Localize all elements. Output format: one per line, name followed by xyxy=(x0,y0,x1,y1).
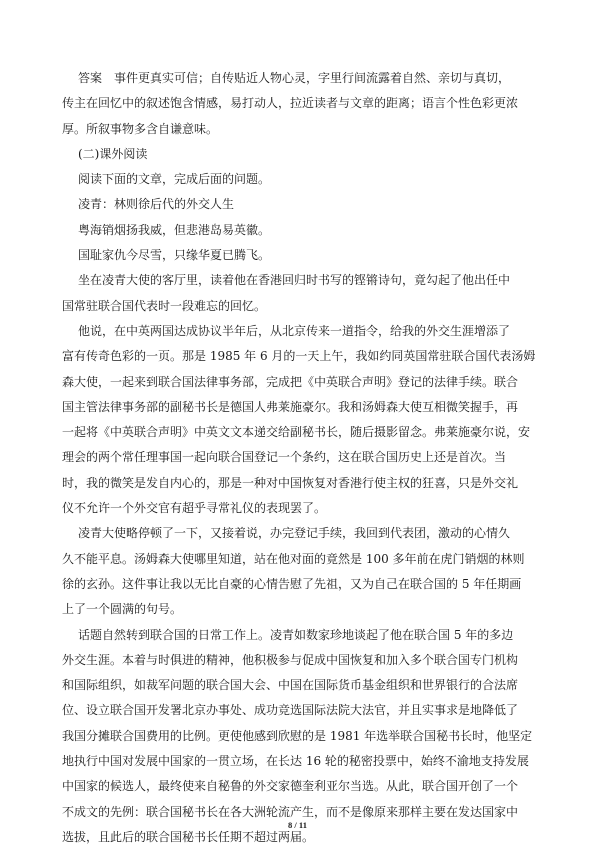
text-line: 理会的两个常任理事国一起向联合国登记一个条约，这在联合国历史上还是首次。当 xyxy=(62,450,507,465)
text-line: 坐在凌青大使的客厅里，读着他在香港回归时书写的铿锵诗句，竟勾起了他出任中 xyxy=(78,273,511,288)
text-line: 他说，在中英两国达成协议半年后，从北京传来一道指令，给我的外交生涯增添了 xyxy=(78,323,511,338)
text-line: 位、设立联合国开发署北京办事处、成功竞选国际法院大法官，并且实事求是地降低了 xyxy=(62,703,519,718)
text-line: 答案 事件更真实可信；自传贴近人物心灵，字里行间流露着自然、亲切与真切， xyxy=(78,71,511,85)
text-line: 仪不允许一个外交官有超乎寻常礼仪的表现罢了。 xyxy=(62,501,327,516)
text-line: 森大使，一起来到联合国法律事务部，完成把《中英联合声明》登记的法律手续。联合 xyxy=(62,374,519,389)
text-line: 话题自然转到联合国的日常工作上。凌青如数家珍地谈起了他在联合国 5 年的多边 xyxy=(78,627,514,642)
text-line: 阅读下面的文章，完成后面的问题。 xyxy=(78,172,271,187)
text-line: 时，我的微笑是发自内心的，那是一种对中国恢复对香港行使主权的狂喜，只是外交礼 xyxy=(62,475,519,490)
text-line: 徐的玄孙。这件事让我以无比自豪的心情告慰了先祖，又为自己在联合国的 5 年任期画 xyxy=(62,576,522,591)
text-line: 不成文的先例：联合国秘书长在各大洲轮流产生，而不是像原来那样主要在发达国家中 xyxy=(62,804,519,819)
text-line: 中国家的候选人，最终使来自秘鲁的外交家德奎利亚尔当选。从此，联合国开创了一个 xyxy=(62,779,519,794)
text-line: 一起将《中英联合声明》中英文文本递交给副秘书长，随后摄影留念。弗莱施豪尔说，安 xyxy=(62,425,531,440)
text-line: 地执行中国对发展中国家的一贯立场，在长达 16 轮的秘密投票中，始终不渝地支持发展 xyxy=(62,754,529,769)
text-line: 富有传奇色彩的一页。那是 1985 年 6 月的一天上午，我如约同英国常驻联合国代表汤姆 xyxy=(62,349,536,364)
text-line: 厚。所叙事物多含自谦意味。 xyxy=(62,121,219,136)
text-line: 我国分摊联合国费用的比例。更使他感到欣慰的是 1981 年选举联合国秘书长时，他坚定 xyxy=(62,728,533,743)
text-line: 粤海销烟扬我威，但悲港岛易英徽。 xyxy=(78,222,271,237)
text-line: 传主在回忆中的叙述饱含情感，易打动人，拉近读者与文章的距离；语言个性色彩更浓 xyxy=(62,96,519,111)
text-line: 久不能平息。汤姆森大使哪里知道，站在他对面的竟然是 100 多年前在虎门销烟的林则 xyxy=(62,551,525,566)
text-line: 国主管法律事务部的副秘书长是德国人弗莱施豪尔。我和汤姆森大使互相微笑握手，再 xyxy=(62,399,519,414)
text-line: 和国际组织，如裁军问题的联合国大会、中国在国际货币基金组织和世界银行的合法席 xyxy=(62,678,519,693)
body-text xyxy=(62,66,540,850)
text-line: 外交生涯。本着与时俱进的精神，他积极参与促成中国恢复和加入多个联合国专门机构 xyxy=(62,652,519,667)
text-line: 国耻家仇今尽雪，只缘华夏已腾飞。 xyxy=(78,248,271,263)
page-number: 8 / 11 xyxy=(288,820,307,830)
text-line: 凌青：林则徐后代的外交人生 xyxy=(78,197,235,212)
text-line: 凌青大使略停顿了一下，又接着说，办完登记手续，我回到代表团，激动的心情久 xyxy=(78,526,511,541)
text-line: (二)课外阅读 xyxy=(78,146,148,161)
text-line: 上了一个圆满的句号。 xyxy=(62,602,183,617)
text-line: 国常驻联合国代表时一段难忘的回忆。 xyxy=(62,298,267,313)
text-line: 选拔，且此后的联合国秘书长任期不超过两届。 xyxy=(62,829,315,844)
